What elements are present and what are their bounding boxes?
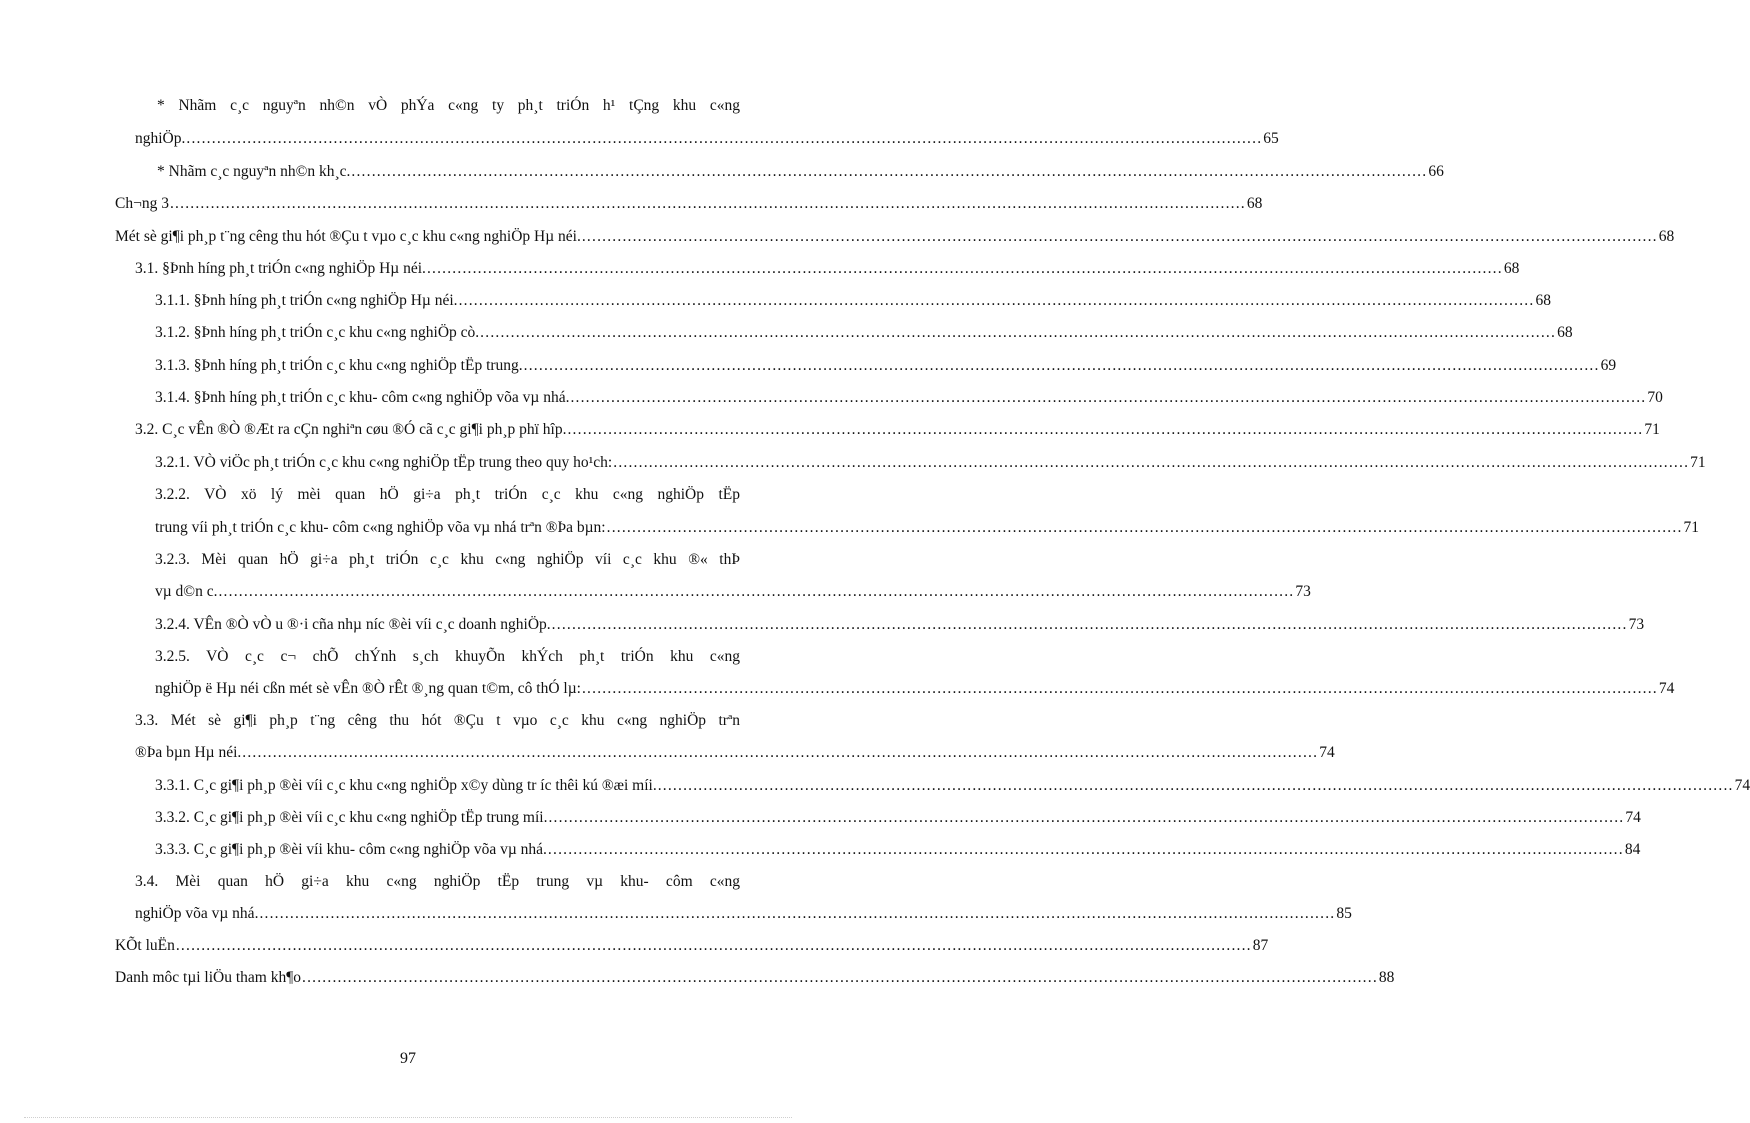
toc-page-number: 68 xyxy=(1246,195,1263,212)
toc-entry-text: 3.4. Mèi quan hÖ gi÷a khu c«ng nghiÖp tËp trung vµ khu- côm c«ng xyxy=(135,873,740,890)
toc-line[interactable] xyxy=(135,904,1352,924)
toc-entry-text: 3.1.1. §Þnh híng ph¸t triÓn c«ng nghiÖp Hµ néi. xyxy=(155,292,458,309)
toc-entry-text: 3.1. §Þnh híng ph¸t triÓn c«ng nghiÖp Hµ néi. xyxy=(135,260,426,277)
toc-line[interactable] xyxy=(135,420,1660,440)
dot-leader: .................................................................................................................................................................................................................... xyxy=(458,292,1535,309)
toc-entry-text: 3.3.1. C¸c gi¶i ph¸p ®èi víi c¸c khu c«ng nghiÖp x©y dùng tr íc thêi kú ®æi míi. xyxy=(155,777,657,794)
dot-leader: .................................................................................................................................................................................................................... xyxy=(547,841,1624,858)
dot-leader: .................................................................................................................................................................................................................... xyxy=(523,357,1600,374)
dot-leader: .................................................................................................................................................................................................................... xyxy=(570,389,1647,406)
toc-line[interactable] xyxy=(115,936,1269,956)
toc-entry-text: 3.2.2. VÒ xö lý mèi quan hÖ gi÷a ph¸t triÓn c¸c khu c«ng nghiÖp tËp xyxy=(155,486,740,503)
toc-page-number: 68 xyxy=(1557,324,1573,341)
toc-line[interactable] xyxy=(135,129,1279,149)
toc-line xyxy=(135,872,740,892)
toc-line xyxy=(155,485,740,505)
toc-line[interactable] xyxy=(157,162,1444,182)
toc-entry-text: nghiÖp ë Hµ néi cßn mét sè vÊn ®Ò rÊt ®¸ng quan t©m, cô thÓ lµ: xyxy=(155,680,581,697)
toc-entry-text: nghiÖp võa vµ nhá. xyxy=(135,905,259,922)
toc-line xyxy=(155,647,740,667)
toc-line[interactable] xyxy=(115,227,1675,247)
toc-entry-text: 3.1.3. §Þnh híng ph¸t triÓn c¸c khu c«ng nghiÖp tËp trung. xyxy=(155,357,523,374)
toc-entry-text: 3.2.3. Mèi quan hÖ gi÷a ph¸t triÓn c¸c khu c«ng nghiÖp víi c¸c khu ®« thÞ xyxy=(155,551,740,568)
toc-entry-text: * Nhãm c¸c nguyªn nh©n kh¸c. xyxy=(157,163,351,180)
dot-leader: .................................................................................................................................................................................................................... xyxy=(657,777,1734,794)
toc-entry-text: vµ d©n c. xyxy=(155,583,218,600)
toc-line[interactable] xyxy=(155,615,1645,635)
toc-page-number: 74 xyxy=(1734,777,1750,794)
toc-entry-text: ®Þa bµn Hµ néi. xyxy=(135,744,242,761)
dot-leader: .................................................................................................................................................................................................................... xyxy=(480,324,1557,341)
toc-entry-text: 3.3.2. C¸c gi¶i ph¸p ®èi víi c¸c khu c«ng nghiÖp tËp trung míi. xyxy=(155,809,548,826)
toc-page-number: 84 xyxy=(1624,841,1641,858)
toc-line[interactable] xyxy=(135,259,1520,279)
toc-page-number: 65 xyxy=(1263,130,1279,147)
toc-entry-text: Danh môc tµi liÖu tham kh¶o xyxy=(115,969,301,986)
toc-line[interactable] xyxy=(155,679,1675,699)
toc-line[interactable] xyxy=(155,776,1750,796)
toc-page-number: 71 xyxy=(1683,519,1700,536)
dot-leader: .................................................................................................................................................................................................................... xyxy=(551,616,1628,633)
dot-leader: .................................................................................................................................................................................................................... xyxy=(351,163,1428,180)
toc-entry-text: 3.3.3. C¸c gi¶i ph¸p ®èi víi khu- côm c«ng nghiÖp võa vµ nhá. xyxy=(155,841,547,858)
dot-leader: .................................................................................................................................................................................................................... xyxy=(548,809,1625,826)
dot-leader: .................................................................................................................................................................................................................... xyxy=(567,421,1644,438)
toc-entry-text: Mét sè gi¶i ph¸p t¨ng cêng thu hót ®Çu t vµo c¸c khu c«ng nghiÖp Hµ néi. xyxy=(115,228,581,245)
dot-leader: .................................................................................................................................................................................................................... xyxy=(169,195,1246,212)
dot-leader: .................................................................................................................................................................................................................... xyxy=(186,130,1263,147)
toc-entry-text: 3.3. Mét sè gi¶i ph¸p t¨ng cêng thu hót ®Çu t vµo c¸c khu c«ng nghiÖp trªn xyxy=(135,712,740,729)
dot-leader: .................................................................................................................................................................................................................... xyxy=(581,680,1658,697)
toc-line xyxy=(135,711,740,731)
toc-line[interactable] xyxy=(155,518,1700,538)
toc-line[interactable] xyxy=(155,808,1641,828)
toc-page-number: 87 xyxy=(1252,937,1269,954)
dot-leader: .................................................................................................................................................................................................................... xyxy=(302,969,1378,986)
toc-page-number: 66 xyxy=(1428,163,1444,180)
toc-entry-text: * Nhãm c¸c nguyªn nh©n vÒ phÝa c«ng ty ph¸t triÓn h¹ tÇng khu c«ng xyxy=(157,97,740,114)
toc-entry-text: 3.1.4. §Þnh híng ph¸t triÓn c¸c khu- côm c«ng nghiÖp võa vµ nhá. xyxy=(155,389,570,406)
toc-line[interactable] xyxy=(115,194,1263,214)
footer-divider xyxy=(24,1117,792,1118)
dot-leader: .................................................................................................................................................................................................................... xyxy=(175,937,1252,954)
toc-page-number: 73 xyxy=(1628,616,1645,633)
toc-entry-text: 3.2.4. VÊn ®Ò vÒ u ®·i cña nhµ níc ®èi víi c¸c doanh nghiÖp. xyxy=(155,616,551,633)
dot-leader: .................................................................................................................................................................................................................... xyxy=(613,454,1690,471)
toc-entry-text: 3.2.5. VÒ c¸c c¬ chÕ chÝnh s¸ch khuyÕn khÝch ph¸t triÓn khu c«ng xyxy=(155,648,740,665)
toc-line[interactable] xyxy=(115,968,1395,988)
toc-line[interactable] xyxy=(155,453,1706,473)
toc-page-number: 70 xyxy=(1647,389,1663,406)
toc-entry-text: 3.2. C¸c vÊn ®Ò ®Æt ra cÇn nghiªn cøu ®Ó cã c¸c gi¶i ph¸p phï hîp. xyxy=(135,421,567,438)
dot-leader: .................................................................................................................................................................................................................... xyxy=(259,905,1336,922)
toc-entry-text: Ch¬ng 3 xyxy=(115,195,169,212)
toc-page-number: 68 xyxy=(1658,228,1675,245)
dot-leader: .................................................................................................................................................................................................................... xyxy=(606,519,1683,536)
dot-leader: .................................................................................................................................................................................................................... xyxy=(242,744,1319,761)
toc-page-number: 85 xyxy=(1336,905,1352,922)
toc-line[interactable] xyxy=(155,291,1551,311)
toc-line[interactable] xyxy=(155,388,1663,408)
toc-entry-text: 3.1.2. §Þnh híng ph¸t triÓn c¸c khu c«ng nghiÖp cò. xyxy=(155,324,480,341)
dot-leader: .................................................................................................................................................................................................................... xyxy=(581,228,1658,245)
toc-entry-text: 3.2.1. VÒ viÖc ph¸t triÓn c¸c khu c«ng nghiÖp tËp trung theo quy ho¹ch: xyxy=(155,454,613,471)
toc-page-number: 71 xyxy=(1644,421,1660,438)
toc-line[interactable] xyxy=(155,323,1573,343)
toc-page-number: 69 xyxy=(1600,357,1617,374)
page-number: 97 xyxy=(400,1050,416,1067)
dot-leader: .................................................................................................................................................................................................................... xyxy=(426,260,1503,277)
toc-entry-text: trung víi ph¸t triÓn c¸c khu- côm c«ng nghiÖp võa vµ nhá trªn ®Þa bµn: xyxy=(155,519,606,536)
toc-page-number: 74 xyxy=(1658,680,1675,697)
toc-page-number: 73 xyxy=(1295,583,1311,600)
toc-entry-text: nghiÖp. xyxy=(135,130,186,147)
toc-page-number: 74 xyxy=(1625,809,1641,826)
toc-line[interactable] xyxy=(155,582,1311,602)
toc-page-number: 74 xyxy=(1319,744,1335,761)
toc-line xyxy=(157,96,740,116)
toc-line[interactable] xyxy=(155,356,1617,376)
toc-page-number: 88 xyxy=(1378,969,1395,986)
toc-entry-text: KÕt luËn xyxy=(115,937,175,954)
dot-leader: .................................................................................................................................................................................................................... xyxy=(218,583,1295,600)
toc-line[interactable] xyxy=(155,840,1641,860)
toc-line[interactable] xyxy=(135,743,1335,763)
toc-page-number: 71 xyxy=(1690,454,1706,471)
toc-page-number: 68 xyxy=(1535,292,1551,309)
toc-line xyxy=(155,550,740,570)
toc-page-number: 68 xyxy=(1503,260,1520,277)
